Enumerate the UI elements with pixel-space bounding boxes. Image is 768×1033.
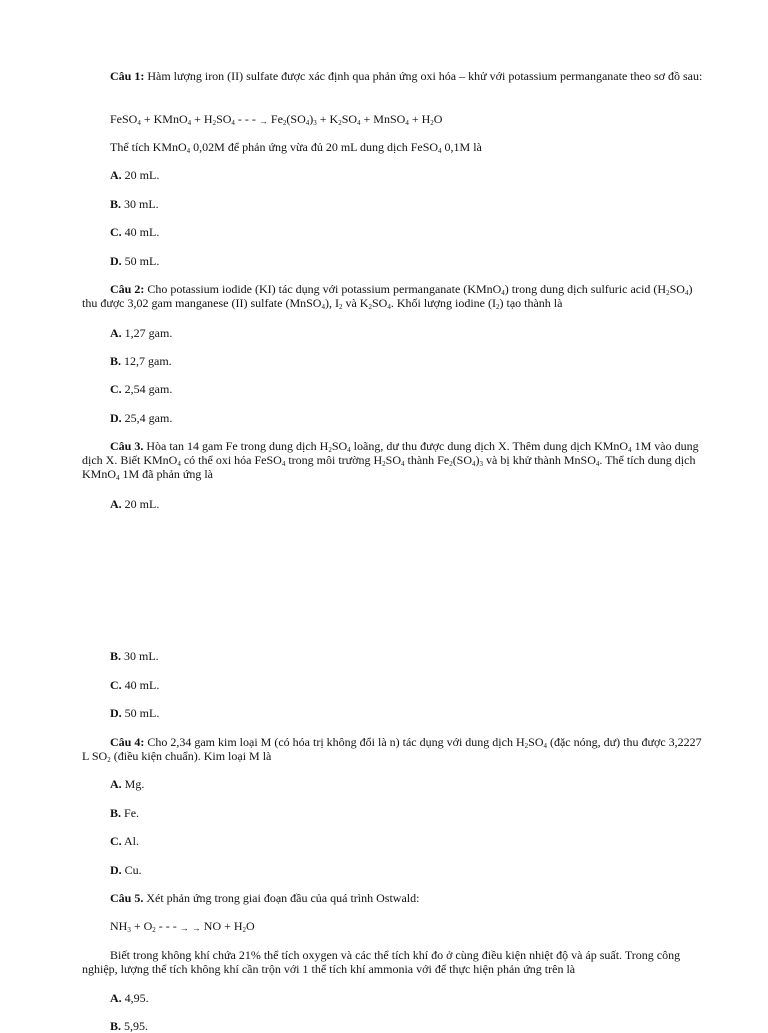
q1-question: Thể tích KMnO$_4$ 0,02M để phản ứng vừa đủ 20 mL dung dịch FeSO$_4$ 0,1M là	[110, 140, 482, 155]
q4-label: Câu 4:	[110, 735, 145, 749]
q2-label: Câu 2:	[110, 282, 145, 296]
q5-equation: $NH_3 + O_2$ - - - → → NO + $H_2O$	[110, 919, 255, 934]
q1-stem	[82, 69, 710, 83]
q2-stem: Câu 2: Cho potassium iodide (KI) tác dụng với potassium permanganate (KMnO$_4$) trong dung dịch sulfuric acid $(H_2SO_4)$ thu được 3,02 gam manganese (II) sulfate (MnSO$_4$), $I_2$ và $K_2SO_4$. Khối lượng iodine $(I_2)$ tạo thành là	[82, 282, 693, 311]
q1-option-d: D. 50 mL.	[110, 254, 160, 268]
q3-stem: Câu 3. Hòa tan 14 gam Fe trong dung dịch $H_2SO_4$ loãng, dư thu được dung dịch X. Thêm dung dịch KMnO$_4$ 1M vào dung dịch X. Biết KMnO$_4$ có thể oxi hóa FeSO$_4$ trong môi trường $H_2SO_4$ thành $Fe_2(SO_4)_3$ và bị khử thành MnSO$_4$. Thể tích dung dịch KMnO$_4$ 1M đã phản ứng là	[82, 439, 699, 482]
arrow-icon: →	[179, 923, 189, 933]
q3-option-c: C. 40 mL.	[110, 678, 160, 692]
q4-option-b: B. Fe.	[110, 806, 140, 820]
q1-option-c: C. 40 mL.	[110, 225, 160, 239]
q5-question: Biết trong không khí chứa 21% thể tích oxygen và các thể tích khí đo ở cùng điều kiện nhiệt độ và áp suất. Trong công nghiệp, lượng thể tích không khí cần trộn với 1 thể tích khí ammonia với để thực hiện phản ứng trên là	[82, 948, 681, 976]
q5-stem: Câu 5. Xét phản ứng trong giai đoạn đầu của quá trình Ostwald:	[110, 891, 420, 905]
q3-option-b: B. 30 mL.	[110, 649, 159, 663]
q5-option-b: B. 5,95.	[110, 1019, 149, 1033]
arrow-icon: →	[258, 116, 268, 126]
q4-option-a: A. Mg.	[110, 777, 145, 791]
q4-option-d: D. Cu.	[110, 863, 142, 877]
q2-option-a: A. 1,27 gam.	[110, 326, 173, 340]
q3-option-a: A. 20 mL.	[110, 497, 160, 511]
q4-option-c: C. Al.	[110, 834, 140, 848]
q1-equation: FeSO$_4$ + KMnO$_4$ + $H_2SO_4$ - - - → $Fe_2(SO_4)_3 + K_2SO_4$ + MnSO$_4$ + $H_2O$	[110, 112, 443, 127]
q1-stem-text: Hàm lượng iron (II) sulfate được xác định qua phản ứng oxi hóa – khử với potassium permanganate theo sơ đồ sau:	[147, 69, 703, 83]
q2-option-c: C. 2,54 gam.	[110, 382, 173, 396]
q1-option-a: A. 20 mL.	[110, 168, 160, 182]
q1-label: Câu 1:	[110, 69, 145, 83]
arrow-icon: →	[191, 923, 201, 933]
q3-option-d: D. 50 mL.	[110, 706, 160, 720]
q5-option-a: A. 4,95.	[110, 991, 149, 1005]
q5-label: Câu 5.	[110, 891, 144, 905]
q2-option-b: B. 12,7 gam.	[110, 354, 172, 368]
q1-option-b: B. 30 mL.	[110, 197, 159, 211]
q2-option-d: D. 25,4 gam.	[110, 411, 173, 425]
q4-stem: Câu 4: Cho 2,34 gam kim loại M (có hóa trị không đổi là n) tác dụng với dung dịch $H_2SO_4$ (đặc nóng, dư) thu được 3,2227 L $SO_2$ (điều kiện chuẩn). Kim loại M là	[82, 735, 702, 764]
q3-label: Câu 3.	[110, 439, 144, 453]
